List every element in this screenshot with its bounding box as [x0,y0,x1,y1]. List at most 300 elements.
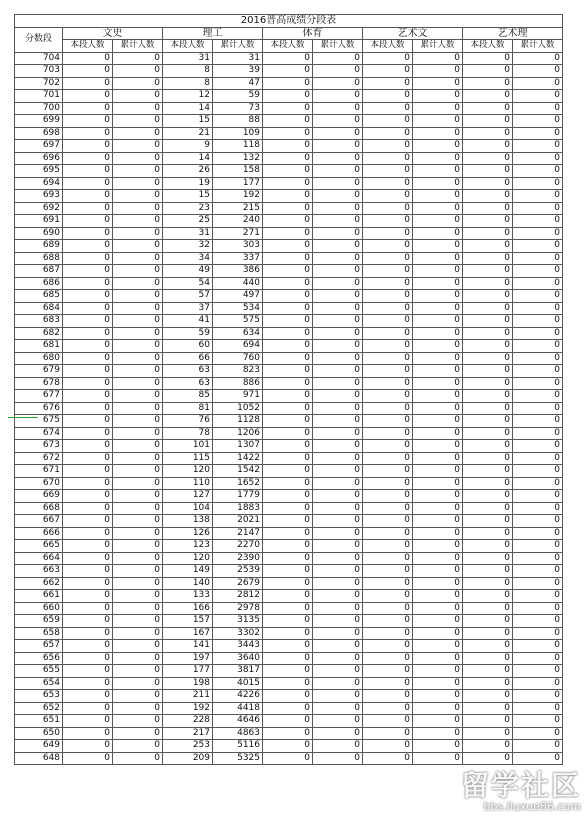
cumulative-count-cell: 0 [413,477,463,490]
cumulative-count-cell: 0 [313,602,363,615]
segment-count-cell: 0 [363,615,413,628]
cumulative-count-cell: 1779 [213,490,263,503]
segment-count-cell: 23 [163,202,213,215]
cumulative-count-cell: 0 [513,165,563,178]
cumulative-count-cell: 59 [213,90,263,103]
cumulative-count-cell: 0 [113,177,163,190]
cumulative-count-cell: 0 [313,152,363,165]
segment-count-cell: 0 [263,377,313,390]
cumulative-count-cell: 0 [513,202,563,215]
score-cell: 651 [15,715,63,728]
cumulative-count-cell: 0 [513,390,563,403]
table-row [15,552,563,565]
score-cell: 678 [15,377,63,390]
segment-count-cell: 0 [463,515,513,528]
cumulative-count-cell: 0 [113,740,163,753]
cumulative-count-cell: 0 [313,290,363,303]
segment-count-cell: 0 [263,202,313,215]
segment-count-cell: 0 [263,227,313,240]
cumulative-count-cell: 0 [513,290,563,303]
cumulative-count-cell: 0 [313,252,363,265]
score-cell: 663 [15,565,63,578]
table-title: 2016普高成绩分段表 [15,15,563,28]
watermark-url: bbs.liuxue86.com [483,800,581,813]
cumulative-count-cell: 0 [513,65,563,78]
table-row [15,402,563,415]
cumulative-count-cell: 0 [513,340,563,353]
cumulative-count-cell: 0 [413,140,463,153]
score-cell: 693 [15,190,63,203]
segment-count-cell: 78 [163,427,213,440]
cumulative-count-cell: 0 [313,190,363,203]
cumulative-count-cell: 0 [513,327,563,340]
segment-count-cell: 63 [163,365,213,378]
cumulative-count-cell: 0 [513,652,563,665]
segment-count-cell: 0 [363,590,413,603]
cumulative-count-cell: 31 [213,52,263,65]
cumulative-count-cell: 0 [513,677,563,690]
score-cell: 661 [15,590,63,603]
segment-count-cell: 0 [63,365,113,378]
segment-count-cell: 0 [63,377,113,390]
segment-count-cell: 0 [63,640,113,653]
segment-count-cell: 0 [263,740,313,753]
segment-count-cell: 21 [163,127,213,140]
segment-count-cell: 140 [163,577,213,590]
cumulative-count-cell: 0 [413,315,463,328]
cumulative-count-cell: 0 [413,565,463,578]
sub-header-cumulative-count: 累计人数 [213,40,263,53]
cumulative-count-cell: 1128 [213,415,263,428]
cumulative-count-cell: 1052 [213,402,263,415]
cumulative-count-cell: 0 [313,515,363,528]
cumulative-count-cell: 0 [513,52,563,65]
segment-count-cell: 0 [363,115,413,128]
segment-count-cell: 0 [463,440,513,453]
segment-count-cell: 0 [263,690,313,703]
sub-header-row [15,40,563,53]
segment-count-cell: 0 [363,515,413,528]
cumulative-count-cell: 0 [413,715,463,728]
segment-count-cell: 110 [163,477,213,490]
cumulative-count-cell: 0 [413,90,463,103]
cumulative-count-cell: 0 [313,440,363,453]
segment-count-cell: 0 [263,702,313,715]
segment-count-cell: 0 [463,140,513,153]
segment-count-cell: 0 [263,290,313,303]
segment-count-cell: 0 [463,640,513,653]
segment-count-cell: 253 [163,740,213,753]
cumulative-count-cell: 0 [113,90,163,103]
segment-count-cell: 0 [63,702,113,715]
segment-count-cell: 0 [463,615,513,628]
cumulative-count-cell: 0 [113,577,163,590]
table-row [15,452,563,465]
segment-count-cell: 0 [63,265,113,278]
score-cell: 680 [15,352,63,365]
watermark [461,771,581,813]
score-cell: 671 [15,465,63,478]
score-cell: 652 [15,702,63,715]
segment-count-cell: 0 [463,565,513,578]
cumulative-count-cell: 4646 [213,715,263,728]
score-cell: 691 [15,215,63,228]
cumulative-count-cell: 0 [313,165,363,178]
segment-count-cell: 0 [363,440,413,453]
segment-count-cell: 0 [263,440,313,453]
cumulative-count-cell: 0 [413,452,463,465]
score-cell: 655 [15,665,63,678]
segment-count-cell: 0 [63,102,113,115]
sub-header-cumulative-count: 累计人数 [113,40,163,53]
cumulative-count-cell: 0 [413,252,463,265]
cumulative-count-cell: 0 [413,177,463,190]
score-cell: 681 [15,340,63,353]
segment-count-cell: 0 [63,665,113,678]
segment-count-cell: 0 [63,402,113,415]
cumulative-count-cell: 0 [513,402,563,415]
sub-header-cumulative-count: 累计人数 [413,40,463,53]
cumulative-count-cell: 0 [513,302,563,315]
score-cell: 648 [15,752,63,765]
segment-count-cell: 0 [63,552,113,565]
segment-count-cell: 0 [63,302,113,315]
segment-count-cell: 0 [463,452,513,465]
table-row [15,540,563,553]
table-row [15,77,563,90]
segment-count-cell: 0 [63,452,113,465]
segment-count-cell: 0 [263,77,313,90]
segment-count-cell: 0 [363,627,413,640]
segment-count-cell: 0 [363,90,413,103]
segment-count-cell: 19 [163,177,213,190]
cumulative-count-cell: 0 [513,502,563,515]
segment-count-cell: 0 [263,752,313,765]
segment-count-cell: 0 [463,302,513,315]
table-row [15,677,563,690]
cumulative-count-cell: 0 [113,452,163,465]
cumulative-count-cell: 0 [413,540,463,553]
cumulative-count-cell: 0 [513,315,563,328]
score-cell: 701 [15,90,63,103]
segment-count-cell: 0 [263,215,313,228]
cumulative-count-cell: 0 [313,527,363,540]
cumulative-count-cell: 1542 [213,465,263,478]
segment-count-cell: 0 [263,602,313,615]
table-row [15,477,563,490]
segment-count-cell: 0 [463,552,513,565]
segment-count-cell: 0 [463,90,513,103]
cumulative-count-cell: 0 [513,127,563,140]
score-cell: 684 [15,302,63,315]
table-row [15,277,563,290]
cumulative-count-cell: 0 [313,640,363,653]
segment-count-cell: 0 [463,252,513,265]
table-row [15,602,563,615]
cumulative-count-cell: 0 [513,577,563,590]
segment-count-cell: 0 [263,552,313,565]
cumulative-count-cell: 0 [113,490,163,503]
cumulative-count-cell: 0 [513,515,563,528]
watermark-logo-text: 留学社区 [460,769,581,802]
segment-count-cell: 228 [163,715,213,728]
cumulative-count-cell: 4015 [213,677,263,690]
segment-count-cell: 0 [463,602,513,615]
segment-count-cell: 0 [463,390,513,403]
sub-header-segment-count: 本段人数 [463,40,513,53]
cumulative-count-cell: 0 [413,615,463,628]
sub-header-segment-count: 本段人数 [263,40,313,53]
segment-count-cell: 0 [363,502,413,515]
segment-count-cell: 0 [263,665,313,678]
segment-count-cell: 0 [463,115,513,128]
segment-count-cell: 0 [263,265,313,278]
segment-count-cell: 0 [463,477,513,490]
cumulative-count-cell: 0 [413,652,463,665]
segment-count-cell: 0 [363,252,413,265]
score-cell: 679 [15,365,63,378]
segment-count-cell: 0 [63,115,113,128]
cumulative-count-cell: 0 [313,752,363,765]
score-cell: 698 [15,127,63,140]
segment-count-cell: 0 [363,490,413,503]
cumulative-count-cell: 0 [413,327,463,340]
cumulative-count-cell: 0 [413,740,463,753]
cumulative-count-cell: 0 [113,265,163,278]
score-cell: 686 [15,277,63,290]
score-cell: 668 [15,502,63,515]
cumulative-count-cell: 0 [313,402,363,415]
segment-count-cell: 0 [263,527,313,540]
cumulative-count-cell: 0 [313,565,363,578]
cumulative-count-cell: 0 [113,590,163,603]
cumulative-count-cell: 3302 [213,627,263,640]
cumulative-count-cell: 0 [313,727,363,740]
cumulative-count-cell: 0 [413,752,463,765]
cumulative-count-cell: 0 [113,415,163,428]
score-cell: 666 [15,527,63,540]
cumulative-count-cell: 0 [413,577,463,590]
cumulative-count-cell: 0 [513,102,563,115]
cumulative-count-cell: 440 [213,277,263,290]
cumulative-count-cell: 0 [313,240,363,253]
score-cell: 673 [15,440,63,453]
cumulative-count-cell: 0 [313,127,363,140]
cumulative-count-cell: 0 [513,277,563,290]
cumulative-count-cell: 0 [513,440,563,453]
table-row [15,415,563,428]
cumulative-count-cell: 823 [213,365,263,378]
segment-count-cell: 0 [263,115,313,128]
cumulative-count-cell: 0 [113,665,163,678]
score-cell: 682 [15,327,63,340]
segment-count-cell: 0 [263,52,313,65]
segment-count-cell: 0 [363,477,413,490]
segment-count-cell: 0 [463,65,513,78]
cumulative-count-cell: 0 [313,540,363,553]
cumulative-count-cell: 0 [413,215,463,228]
segment-count-cell: 0 [363,427,413,440]
segment-count-cell: 0 [63,177,113,190]
group-header-ligong: 理工 [163,27,263,40]
segment-count-cell: 0 [463,377,513,390]
cumulative-count-cell: 0 [113,140,163,153]
cumulative-count-cell: 2539 [213,565,263,578]
segment-count-cell: 0 [63,65,113,78]
cumulative-count-cell: 0 [313,377,363,390]
cumulative-count-cell: 0 [313,277,363,290]
score-cell: 704 [15,52,63,65]
segment-count-cell: 0 [63,440,113,453]
cumulative-count-cell: 0 [113,227,163,240]
cumulative-count-cell: 0 [413,240,463,253]
table-row [15,190,563,203]
segment-count-cell: 0 [463,77,513,90]
segment-count-cell: 37 [163,302,213,315]
segment-count-cell: 0 [363,65,413,78]
cumulative-count-cell: 0 [413,65,463,78]
cumulative-count-cell: 0 [413,227,463,240]
cumulative-count-cell: 0 [313,227,363,240]
cumulative-count-cell: 886 [213,377,263,390]
segment-count-cell: 0 [263,715,313,728]
segment-count-cell: 0 [463,702,513,715]
cumulative-count-cell: 0 [313,327,363,340]
cumulative-count-cell: 0 [113,202,163,215]
cumulative-count-cell: 3135 [213,615,263,628]
table-row [15,352,563,365]
segment-count-cell: 101 [163,440,213,453]
segment-count-cell: 0 [463,202,513,215]
score-cell: 672 [15,452,63,465]
cumulative-count-cell: 0 [113,527,163,540]
cumulative-count-cell: 0 [513,727,563,740]
cumulative-count-cell: 0 [113,752,163,765]
cumulative-count-cell: 0 [113,727,163,740]
table-row [15,690,563,703]
segment-count-cell: 0 [463,315,513,328]
cumulative-count-cell: 0 [413,702,463,715]
segment-count-cell: 0 [463,527,513,540]
segment-count-cell: 0 [463,540,513,553]
cumulative-count-cell: 0 [313,415,363,428]
cumulative-count-cell: 5325 [213,752,263,765]
segment-count-cell: 54 [163,277,213,290]
segment-count-cell: 0 [263,102,313,115]
segment-count-cell: 217 [163,727,213,740]
segment-count-cell: 0 [363,265,413,278]
cumulative-count-cell: 0 [313,490,363,503]
segment-count-cell: 0 [63,90,113,103]
cumulative-count-cell: 0 [413,502,463,515]
cumulative-count-cell: 534 [213,302,263,315]
segment-count-cell: 0 [263,577,313,590]
sub-header-cumulative-count: 累计人数 [513,40,563,53]
cumulative-count-cell: 0 [513,615,563,628]
segment-count-cell: 0 [363,402,413,415]
cumulative-count-cell: 0 [113,552,163,565]
segment-count-cell: 0 [63,140,113,153]
cumulative-count-cell: 1206 [213,427,263,440]
score-cell: 685 [15,290,63,303]
cumulative-count-cell: 0 [513,215,563,228]
segment-count-cell: 138 [163,515,213,528]
segment-count-cell: 31 [163,227,213,240]
table-row [15,202,563,215]
segment-count-cell: 0 [363,565,413,578]
cumulative-count-cell: 0 [413,665,463,678]
segment-count-cell: 8 [163,65,213,78]
cumulative-count-cell: 132 [213,152,263,165]
cumulative-count-cell: 0 [113,602,163,615]
table-row [15,90,563,103]
segment-count-cell: 0 [463,402,513,415]
segment-count-cell: 0 [363,527,413,540]
cumulative-count-cell: 0 [313,665,363,678]
score-cell: 692 [15,202,63,215]
score-cell: 665 [15,540,63,553]
segment-count-cell: 0 [63,515,113,528]
cumulative-count-cell: 0 [513,702,563,715]
cumulative-count-cell: 0 [313,102,363,115]
segment-count-cell: 0 [63,215,113,228]
segment-count-cell: 0 [363,452,413,465]
cumulative-count-cell: 2147 [213,527,263,540]
table-row [15,740,563,753]
segment-count-cell: 0 [363,702,413,715]
segment-count-cell: 0 [463,627,513,640]
segment-count-cell: 0 [363,202,413,215]
cumulative-count-cell: 215 [213,202,263,215]
score-cell: 649 [15,740,63,753]
cumulative-count-cell: 0 [513,115,563,128]
segment-count-cell: 141 [163,640,213,653]
segment-count-cell: 167 [163,627,213,640]
cumulative-count-cell: 192 [213,190,263,203]
segment-count-cell: 0 [63,77,113,90]
segment-count-cell: 0 [263,190,313,203]
segment-count-cell: 0 [463,290,513,303]
segment-count-cell: 0 [363,327,413,340]
cumulative-count-cell: 109 [213,127,263,140]
cumulative-count-cell: 0 [313,702,363,715]
segment-count-cell: 0 [363,102,413,115]
segment-count-cell: 0 [63,127,113,140]
group-header-tiyu: 体育 [263,27,363,40]
score-cell: 690 [15,227,63,240]
cumulative-count-cell: 2390 [213,552,263,565]
cumulative-count-cell: 694 [213,340,263,353]
table-row [15,365,563,378]
segment-count-cell: 0 [363,240,413,253]
table-row [15,152,563,165]
cumulative-count-cell: 0 [413,127,463,140]
cumulative-count-cell: 0 [413,465,463,478]
score-cell: 653 [15,690,63,703]
cumulative-count-cell: 0 [413,690,463,703]
segment-count-cell: 0 [63,577,113,590]
cumulative-count-cell: 0 [113,127,163,140]
cumulative-count-cell: 971 [213,390,263,403]
cumulative-count-cell: 0 [513,140,563,153]
score-cell: 695 [15,165,63,178]
cumulative-count-cell: 0 [313,477,363,490]
segment-count-cell: 0 [263,390,313,403]
table-row [15,727,563,740]
segment-count-cell: 0 [63,727,113,740]
cumulative-count-cell: 0 [513,527,563,540]
cumulative-count-cell: 0 [413,290,463,303]
